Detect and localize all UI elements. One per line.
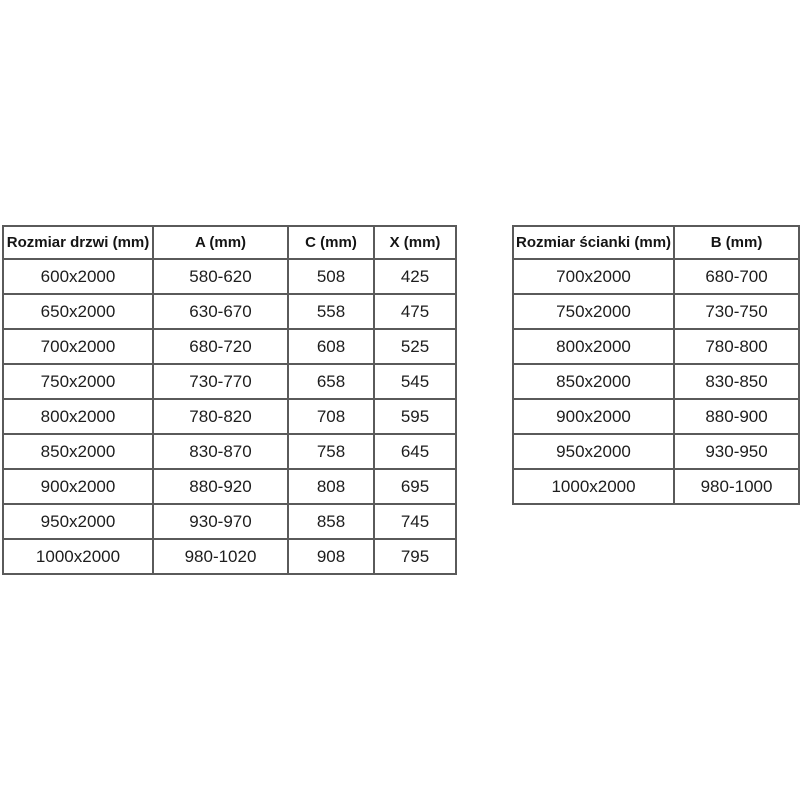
table-row (3, 294, 456, 329)
table-cell: 600x2000 (3, 259, 153, 294)
table-cell: 795 (374, 539, 456, 574)
table-cell: 680-720 (153, 329, 288, 364)
table-cell: 595 (374, 399, 456, 434)
table-row (513, 259, 799, 294)
table-cell: 980-1020 (153, 539, 288, 574)
column-header: A (mm) (153, 226, 288, 259)
table-cell: 880-920 (153, 469, 288, 504)
table-cell: 475 (374, 294, 456, 329)
header-row (513, 226, 799, 259)
table-cell: 850x2000 (513, 364, 674, 399)
table-cell: 645 (374, 434, 456, 469)
table-cell: 1000x2000 (513, 469, 674, 504)
table-row (513, 399, 799, 434)
table-cell: 700x2000 (3, 329, 153, 364)
table-cell: 708 (288, 399, 374, 434)
table-row (3, 434, 456, 469)
table-cell: 700x2000 (513, 259, 674, 294)
wall-sizes-table (512, 225, 800, 505)
column-header: Rozmiar drzwi (mm) (3, 226, 153, 259)
table-cell: 850x2000 (3, 434, 153, 469)
table-cell: 800x2000 (3, 399, 153, 434)
table-cell: 425 (374, 259, 456, 294)
table-cell: 525 (374, 329, 456, 364)
column-header: Rozmiar ścianki (mm) (513, 226, 674, 259)
header-row (3, 226, 456, 259)
table-cell: 658 (288, 364, 374, 399)
table-cell: 745 (374, 504, 456, 539)
column-header: C (mm) (288, 226, 374, 259)
table-cell: 750x2000 (3, 364, 153, 399)
table-cell: 750x2000 (513, 294, 674, 329)
table-cell: 580-620 (153, 259, 288, 294)
table-cell: 680-700 (674, 259, 799, 294)
table-cell: 930-970 (153, 504, 288, 539)
column-header: B (mm) (674, 226, 799, 259)
table-cell: 858 (288, 504, 374, 539)
table-row (513, 294, 799, 329)
table-cell: 930-950 (674, 434, 799, 469)
table-cell: 730-770 (153, 364, 288, 399)
table-cell: 808 (288, 469, 374, 504)
table-cell: 880-900 (674, 399, 799, 434)
table-cell: 545 (374, 364, 456, 399)
table-cell: 695 (374, 469, 456, 504)
column-header: X (mm) (374, 226, 456, 259)
table-cell: 508 (288, 259, 374, 294)
table-cell: 780-820 (153, 399, 288, 434)
table-cell: 608 (288, 329, 374, 364)
table-row (3, 364, 456, 399)
table-cell: 780-800 (674, 329, 799, 364)
table-cell: 730-750 (674, 294, 799, 329)
table-row (513, 434, 799, 469)
door-sizes-table (2, 225, 457, 575)
table-row (3, 469, 456, 504)
table-cell: 900x2000 (3, 469, 153, 504)
table-cell: 980-1000 (674, 469, 799, 504)
table-cell: 800x2000 (513, 329, 674, 364)
table-row (3, 259, 456, 294)
table-cell: 650x2000 (3, 294, 153, 329)
table-cell: 950x2000 (3, 504, 153, 539)
table-cell: 830-870 (153, 434, 288, 469)
table-row (3, 399, 456, 434)
table-cell: 950x2000 (513, 434, 674, 469)
table-cell: 900x2000 (513, 399, 674, 434)
table-cell: 1000x2000 (3, 539, 153, 574)
table-row (3, 329, 456, 364)
table-row (3, 504, 456, 539)
table-row (513, 364, 799, 399)
table-cell: 830-850 (674, 364, 799, 399)
table-cell: 908 (288, 539, 374, 574)
table-row (3, 539, 456, 574)
table-row (513, 329, 799, 364)
table-row (513, 469, 799, 504)
table-cell: 558 (288, 294, 374, 329)
table-cell: 630-670 (153, 294, 288, 329)
table-cell: 758 (288, 434, 374, 469)
